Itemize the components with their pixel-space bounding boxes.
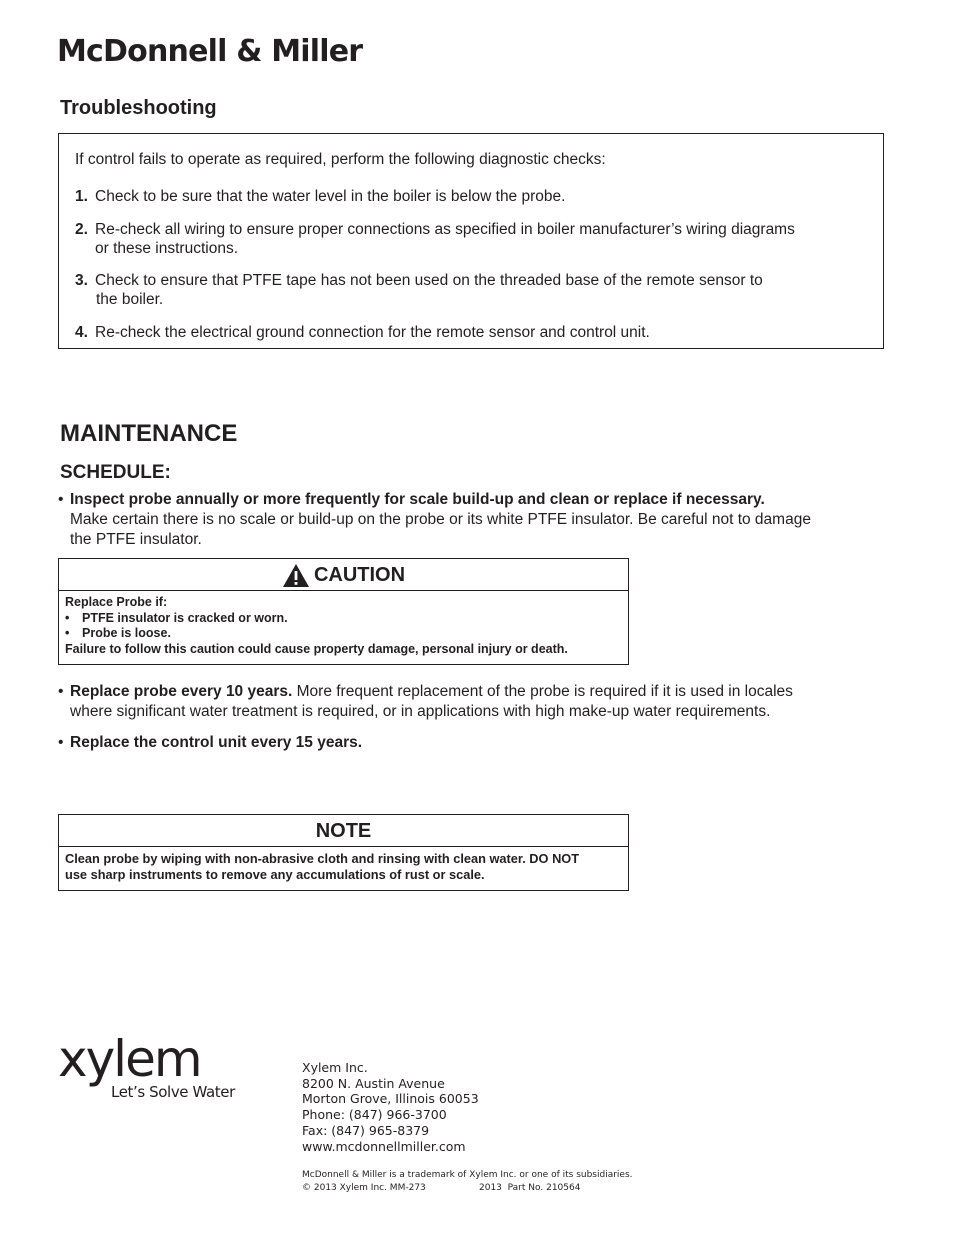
warning-triangle-icon — [282, 563, 310, 588]
caution-footer: Failure to follow this caution could cause property damage, personal injury or death. — [65, 642, 568, 656]
control-bold: Replace the control unit every 15 years. — [70, 734, 363, 751]
part-info — [479, 1183, 580, 1193]
caution-title: CAUTION — [313, 563, 406, 586]
item-text-cont: the boiler. — [96, 291, 164, 308]
item-text: Check to ensure that PTFE tape has not been used on the threaded base of the remote sensor to — [95, 272, 763, 289]
schedule-heading: SCHEDULE: — [60, 462, 171, 483]
maintenance-heading: MAINTENANCE — [60, 420, 238, 447]
note-line: use sharp instruments to remove any accumulations of rust or scale. — [65, 867, 485, 882]
brand-title: McDonnell & Miller — [57, 34, 363, 69]
caution-bullet: • — [65, 626, 70, 640]
replace-probe-bullet — [58, 682, 888, 722]
troubleshooting-intro: If control fails to operate as required, perform the following diagnostic checks: — [75, 151, 606, 168]
caution-bullet: • — [65, 611, 70, 625]
caution-item — [65, 611, 288, 627]
address-line: Phone: (847) 966-3700 — [302, 1107, 447, 1123]
item-text: Re-check all wiring to ensure proper connections as specified in boiler manufacturer’s wiring diagrams — [95, 221, 795, 238]
address-line: www.mcdonnellmiller.com — [302, 1138, 466, 1154]
troubleshooting-item — [75, 323, 865, 342]
address-line: Xylem Inc. — [302, 1060, 368, 1075]
part-number: 210564 — [546, 1183, 581, 1193]
note-title: NOTE — [315, 819, 372, 842]
address-line: Morton Grove, Illinois 60053 — [302, 1091, 479, 1107]
bullet-dot: • — [58, 491, 64, 508]
replace-text: More frequent replacement of the probe is required if it is used in locales — [292, 683, 793, 700]
address-line: Fax: (847) 965-8379 — [302, 1122, 430, 1138]
address-line: 8200 N. Austin Avenue — [302, 1075, 445, 1091]
part-label: Part No. — [507, 1183, 544, 1193]
inspect-line: Make certain there is no scale or build-up on the probe or its white PTFE insulator. Be careful not to damage — [70, 511, 811, 528]
note-line: Clean probe by wiping with non-abrasive cloth and rinsing with clean water. DO NOT — [65, 851, 580, 866]
trademark-notice: McDonnell & Miller is a trademark of Xylem Inc. or one of its subsidiaries. — [302, 1170, 633, 1180]
caution-intro: Replace Probe if: — [65, 595, 168, 609]
item-text-cont: or these instructions. — [95, 240, 239, 257]
item-number: 1. — [75, 188, 88, 205]
copyright: © 2013 Xylem Inc. MM-273 — [302, 1183, 426, 1193]
caution-item — [65, 626, 171, 642]
inspect-bullet — [58, 490, 888, 550]
inspect-bold: Inspect probe annually or more frequently for scale build-up and clean or replace if necessary. — [70, 491, 765, 508]
replace-control-bullet — [58, 733, 888, 753]
troubleshooting-item — [75, 220, 865, 258]
bullet-dot: • — [58, 683, 64, 700]
bullet-dot: • — [58, 734, 64, 751]
troubleshooting-item — [75, 271, 865, 309]
item-text: Check to be sure that the water level in the boiler is below the probe. — [95, 188, 566, 205]
address-block — [302, 1060, 479, 1154]
replace-bold: Replace probe every 10 years. — [70, 683, 293, 700]
caution-item-text: Probe is loose. — [82, 626, 171, 640]
year: 2013 — [479, 1183, 502, 1193]
troubleshooting-item — [75, 187, 865, 206]
caution-item-text: PTFE insulator is cracked or worn. — [82, 611, 288, 625]
replace-line: where significant water treatment is required, or in applications with high make-up water requirements. — [70, 703, 771, 720]
troubleshooting-heading: Troubleshooting — [60, 97, 217, 119]
note-header — [58, 816, 629, 847]
item-number: 3. — [75, 272, 88, 289]
item-number: 2. — [75, 221, 88, 238]
item-number: 4. — [75, 324, 88, 341]
caution-header — [58, 560, 629, 591]
item-text: Re-check the electrical ground connection for the remote sensor and control unit. — [95, 324, 650, 341]
xylem-logo: xylem — [58, 1030, 201, 1088]
inspect-line: the PTFE insulator. — [70, 531, 202, 548]
logo-tagline: Let’s Solve Water — [111, 1083, 235, 1101]
